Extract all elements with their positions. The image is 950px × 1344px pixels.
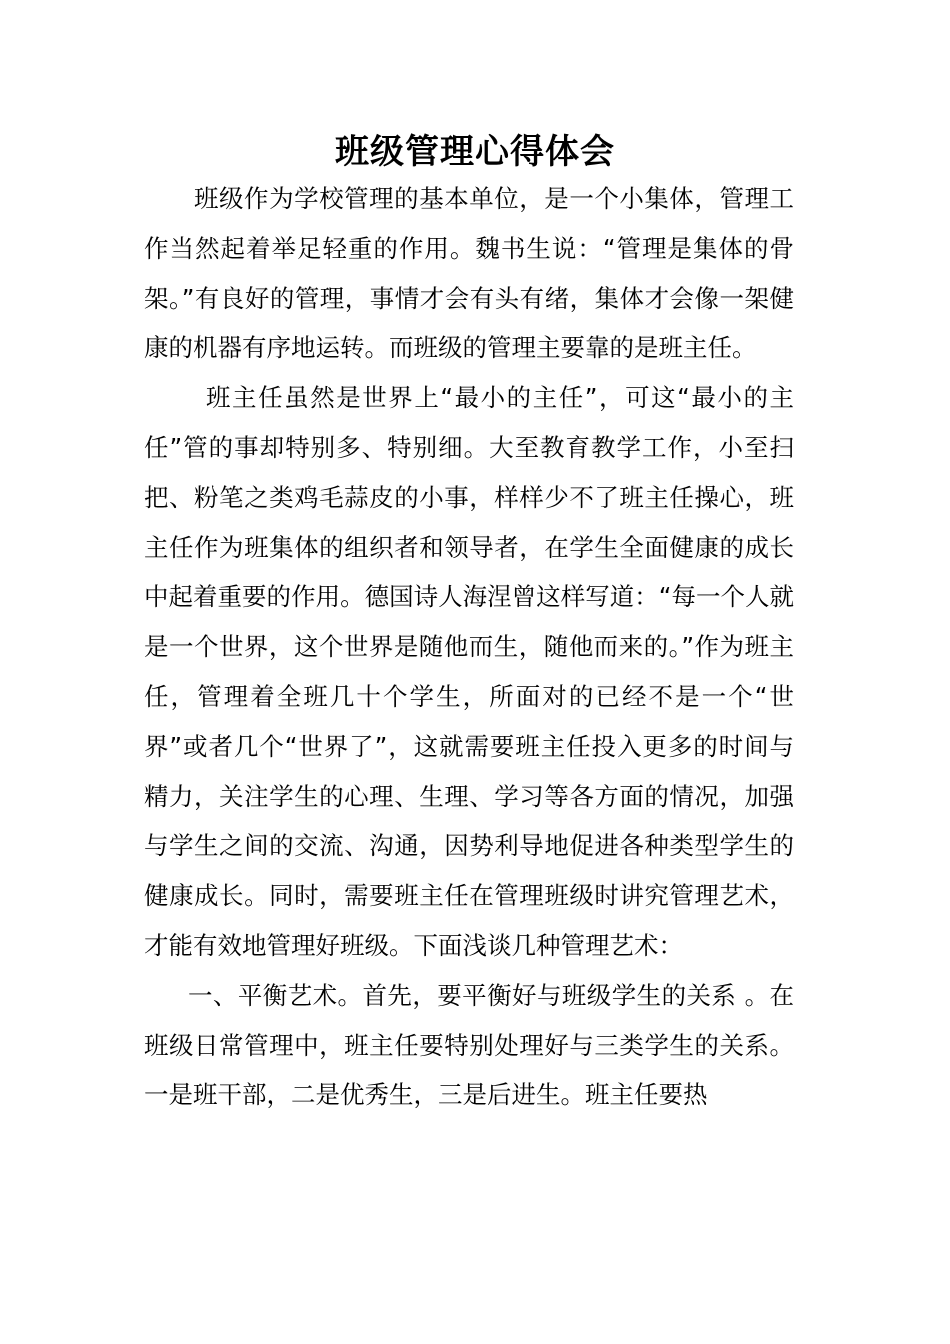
paragraph-intro: 班级作为学校管理的基本单位，是一个小集体，管理工作当然起着举足轻重的作用。魏书生说：“管理是集体的骨架。”有良好的管理，事情才会有头有绪，集体才会像一架健康的机器有序地运转。而班级的管理主要靠的是班主任。 — [144, 184, 794, 363]
paragraph-balance-art: 一、平衡艺术。首先，要平衡好与班级学生的关系 。在班级日常管理中，班主任要特别处理好与三类学生的关系。一是班干部，二是优秀生，三是后进生。班主任要热 — [144, 980, 794, 1110]
paragraph-head-teacher-role: 班主任虽然是世界上“最小的主任”，可这“最小的主任”管的事却特别多、特别细。大至教育教学工作，小至扫把、粉笔之类鸡毛蒜皮的小事，样样少不了班主任操心，班主任作为班集体的组织者和领导者，在学生全面健康的成长中起着重要的作用。德国诗人海涅曾这样写道：“每一个人就是一个世界，这个世界是随他而生，随他而来的。”作为班主任，管理着全班几十个学生，所面对的已经不是一个“世界”或者几个“世界了”，这就需要班主任投入更多的时间与精力，关注学生的心理、生理、学习等各方面的情况，加强与学生之间的交流、沟通，因势利导地促进各种类型学生的健康成长。同时，需要班主任在管理班级时讲究管理艺术，才能有效地管理好班级。下面浅谈几种管理艺术： — [144, 383, 794, 960]
document-title: 班级管理心得体会 — [335, 132, 615, 172]
document-body — [144, 174, 794, 1120]
